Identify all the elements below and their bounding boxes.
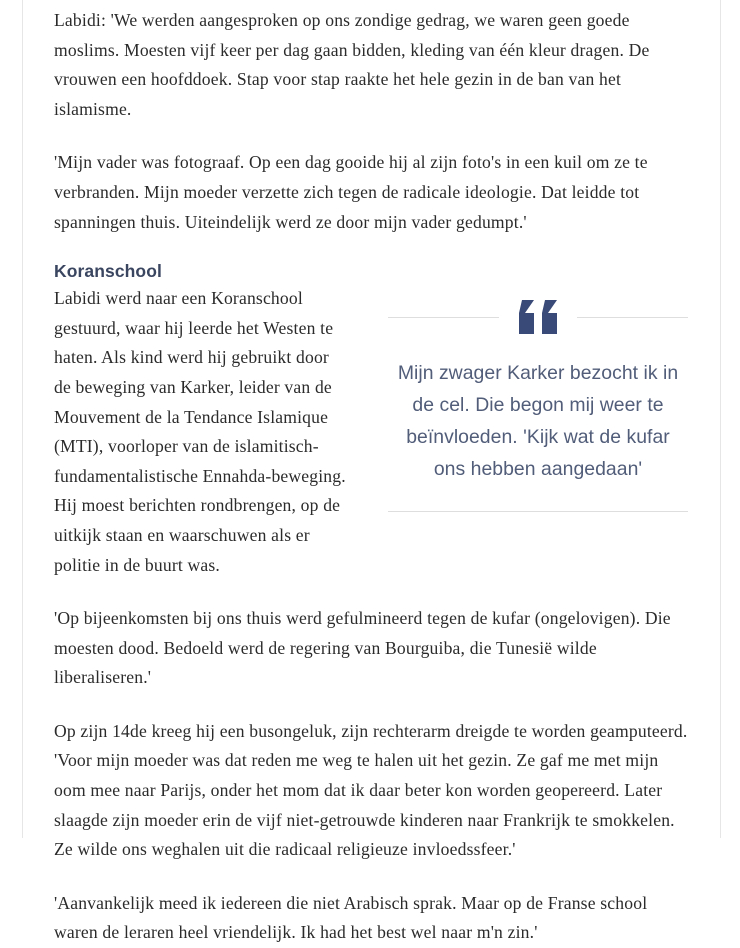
pull-quote-rule-left — [388, 317, 499, 318]
paragraph-1: Labidi: 'We werden aangesproken op ons zondige gedrag, we waren geen goede moslims. Moesten vijf keer per dag gaan bidden, kleding van één kleur dragen. De vrouwen een hoofddoek. Stap voor stap raakte het hele gezin in de ban van het islamisme. — [54, 10, 650, 119]
right-column-rule — [720, 0, 721, 838]
left-column-rule — [22, 0, 23, 838]
pull-quote — [388, 295, 688, 512]
paragraph-4: 'Op bijeenkomsten bij ons thuis werd gefulmineerd tegen de kufar (ongelovigen). Die moesten dood. Bedoeld werd de regering van Bourguiba, die Tunesië wilde liberaliseren.' — [54, 608, 671, 688]
pull-quote-text: Mijn zwager Karker bezocht ik in de cel. Die begon mij weer te beïnvloeden. 'Kijk wat de kufar ons hebben aangedaan' — [397, 362, 679, 481]
pull-quote-rule-right — [577, 317, 688, 318]
double-quote-icon — [499, 298, 577, 336]
paragraph-2: 'Mijn vader was fotograaf. Op een dag gooide hij al zijn foto's in een kuil om ze te verbranden. Mijn moeder verzette zich tegen de radicale ideologie. Dat leidde tot spanningen thuis. Uiteindelijk werd ze door mijn vader gedumpt.' — [54, 152, 648, 232]
section-heading-koranschool: Koranschool — [54, 261, 162, 282]
paragraph-3: Labidi werd naar een Koranschool gestuurd, waar hij leerde het Westen te haten. Als kind werd hij gebruikt door de beweging van Karker, leider van de Mouvement de la Tendance Islamique (MTI), voorloper van de islamitisch-fundamentalistische Ennahda-beweging. Hij moest berichten rondbrengen, op de uitkijk staan en waarschuwen als er politie in de buurt was. — [54, 288, 346, 575]
article-body — [54, 0, 688, 948]
paragraph-5: Op zijn 14de kreeg hij een busongeluk, zijn rechterarm dreigde te worden geamputeerd. 'Voor mijn moeder was dat reden me weg te halen uit het gezin. Ze gaf me met mijn oom mee naar Parijs, onder het mom dat ik daar beter kon worden geopereerd. Later slaagde zijn moeder erin de vijf niet-getrouwde kinderen naar Frankrijk te smokkelen. Ze wilde ons weghalen uit die radicaal religieuze invloedssfeer.' — [54, 720, 688, 860]
pull-quote-mark-row — [388, 295, 688, 339]
paragraph-6: 'Aanvankelijk meed ik iedereen die niet Arabisch sprak. Maar op de Franse school waren de leraren heel vriendelijk. Ik had het best wel naar m'n zin.' — [54, 892, 648, 943]
